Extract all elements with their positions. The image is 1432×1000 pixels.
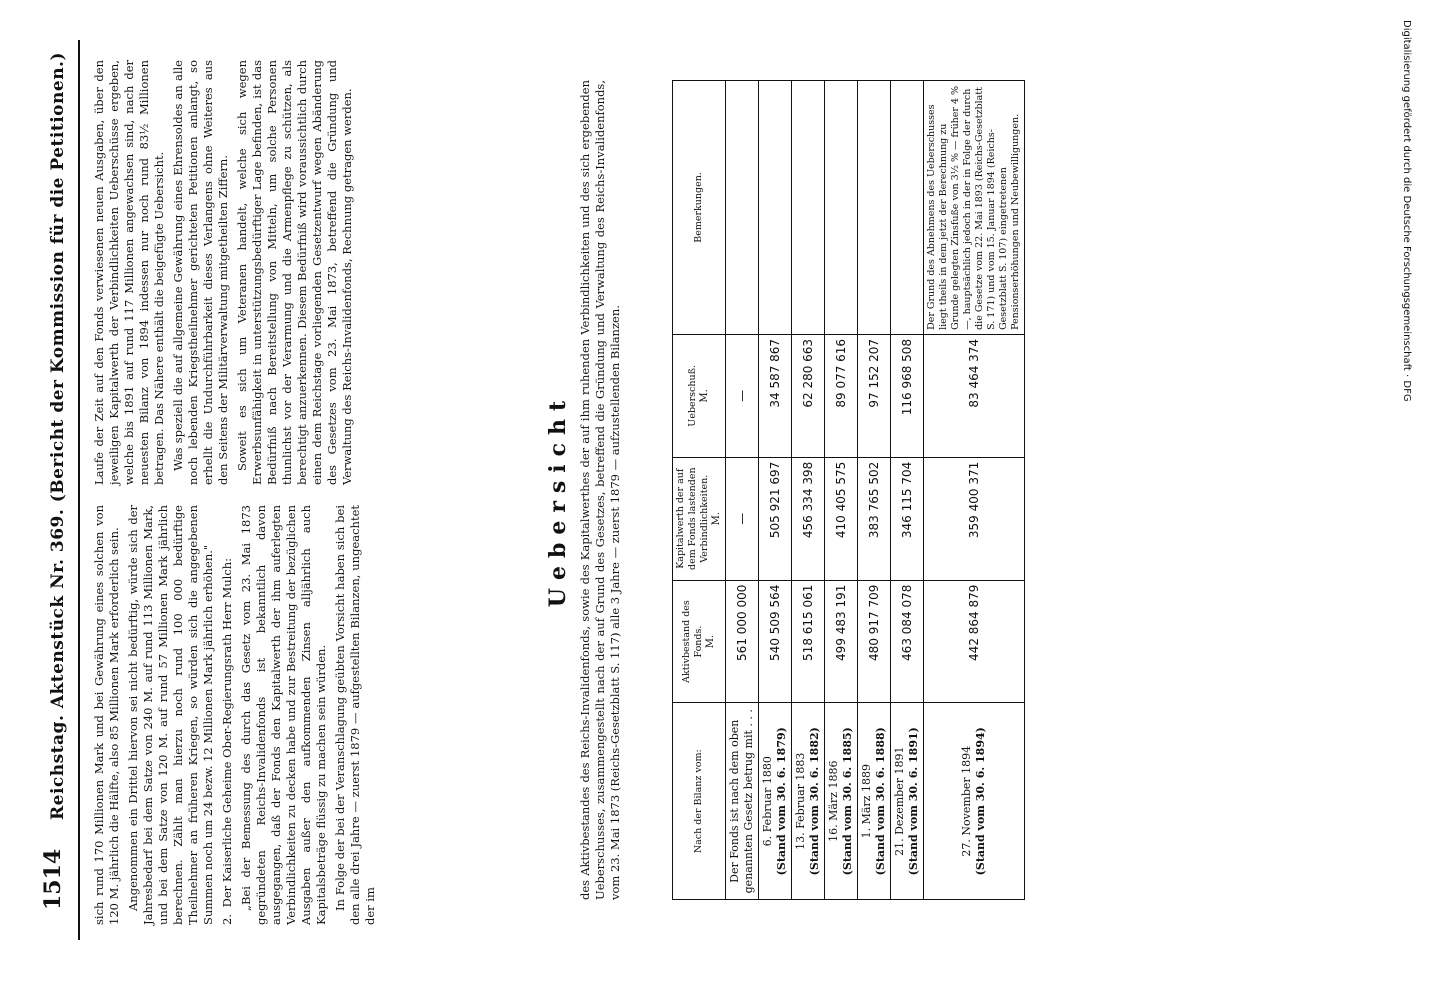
digitization-credit: Digitalisierung gefördert durch die Deutsche Forschungsgemeinschaft · DFG (1401, 20, 1412, 402)
cell-date: 13. Februar 1883 (Stand vom 30. 6. 1882) (792, 703, 825, 900)
paragraph: In Folge der bei der Veranschlagung geübten Vorsicht haben sich bei den alle drei Jahre — zuerst 1879 — aufgestellten Bilanzen, ungeachtet der im (333, 505, 377, 925)
cell-surplus: — (726, 334, 759, 457)
overview-heading: Uebersicht (545, 392, 571, 608)
cell-capital: 456 334 398 (792, 457, 825, 580)
unit-label: M. (711, 511, 722, 526)
table-row (726, 81, 759, 900)
cell-surplus: 62 280 663 (792, 334, 825, 457)
unit-label: M. (705, 634, 716, 649)
cell-date: 16. März 1886 (Stand vom 30. 6. 1885) (825, 703, 858, 900)
header-capital: Kapitalwerth der auf dem Fonds lastenden Verbindlichkeiten. M. (673, 457, 726, 580)
cell-surplus: 89 077 616 (825, 334, 858, 457)
list-item (220, 505, 235, 925)
cell-capital: 383 765 502 (858, 457, 891, 580)
paragraph: Angenommen ein Drittel hiervon sei nicht bedürftig, würde sich der Jahresbedarf bei dem Satze von 240 M. auf rund 113 Millionen Mark, und bei dem Satze von 120 M. auf rund 57 Millionen Mark jährlich berechnen. Zählt man hierzu noch rund 100 000 bedürftige Theilnehmer an früheren Kriegen, so würden sich die angegebenen Summen noch um 24 bezw. 12 Millionen Mark jährlich erhöhen." (126, 505, 215, 925)
cell-date: 27. November 1894 (Stand vom 30. 6. 1894) (924, 703, 1025, 900)
cell-remarks (858, 81, 891, 335)
unit-label: M. (699, 389, 710, 403)
header-date: Nach der Bilanz vom: (673, 703, 726, 900)
cell-capital: 346 115 704 (891, 457, 924, 580)
header-divider (78, 40, 80, 940)
cell-stock: 442 864 879 (924, 580, 1025, 703)
cell-surplus: 97 152 207 (858, 334, 891, 457)
list-item-number: 2. (220, 914, 234, 925)
cell-stock: 540 509 564 (759, 580, 792, 703)
paragraph: Laufe der Zeit auf den Fonds verwiesenen neuen Ausgaben, über den jeweiligen Kapitalwerth der Verbindlichkeiten Ueberschüsse ergeben, welche bis 1891 auf rund 117 Millionen angewachsen sind, nach der neuesten Bilanz von 1894 indessen nur noch rund 83½ Millionen betragen. Das Nähere enthält die beigefügte Uebersicht. (92, 60, 166, 485)
cell-capital: 410 405 575 (825, 457, 858, 580)
cell-capital: — (726, 457, 759, 580)
cell-stock: 561 000 000 (726, 580, 759, 703)
cell-remarks: Der Grund des Abnehmens des Ueberschusses liegt theils in dem jetzt der Berechnung zu Grunde gelegten Zinsfuße von 3½ % — früher 4 % —, hauptsächlich jedoch in der in Folge der durch die Gesetze vom 22. Mai 1893 (Reichs-Gesetzblatt S. 171) und vom 15. Januar 1894 (Reichs-Gesetzblatt S. 107) eingetretenen Pensionserhöhungen und Neubewilligungen. (924, 81, 1025, 335)
cell-stock: 499 483 191 (825, 580, 858, 703)
cell-remarks (792, 81, 825, 335)
cell-remarks (891, 81, 924, 335)
cell-capital: 359 400 371 (924, 457, 1025, 580)
cell-surplus: 34 587 867 (759, 334, 792, 457)
row-label: Der Fonds ist nach dem oben genannten Gesetz betrug mit . . . (726, 703, 759, 900)
cell-date: 1. März 1889 (Stand vom 30. 6. 1888) (858, 703, 891, 900)
paragraph: sich rund 170 Millionen Mark und bei Gewährung eines solchen von 120 M. jährlich die Hälfte, also 85 Millionen Mark erforderlich sein. (92, 505, 121, 925)
table-row (759, 81, 792, 900)
overview-intro: des Aktivbestandes des Reichs-Invalidenfonds, sowie des Kapitalwerthes der auf ihm ruhenden Verbindlichkeiten und des sich ergebenden Ueberschusses, zusammengestellt nach der auf Grund des Gesetzes, betreffend die Gründung und Verwaltung des Reichs-Invalidenfonds, vom 23. Mai 1873 (Reichs-Gesetzblatt S. 117) alle 3 Jahre — zuerst 1879 — aufzustellenden Bilanzen. (578, 80, 622, 900)
page-number: 1514 (40, 848, 66, 910)
fund-balance-table (672, 80, 1025, 900)
page-header-title: Reichstag. Aktenstück Nr. 369. (Bericht der Kommission für die Petitionen.) (48, 51, 68, 820)
cell-remarks (825, 81, 858, 335)
header-remarks: Bemerkungen. (673, 81, 726, 335)
cell-surplus: 116 968 508 (891, 334, 924, 457)
cell-remarks (759, 81, 792, 335)
cell-remarks (726, 81, 759, 335)
table-row (924, 81, 1025, 900)
table-row (891, 81, 924, 900)
table-row (792, 81, 825, 900)
cell-surplus: 83 464 374 (924, 334, 1025, 457)
table-row (858, 81, 891, 900)
paragraph: „Bei der Bemessung des durch das Gesetz vom 23. Mai 1873 gegründeten Reichs-Invalidenfonds ist bekanntlich davon ausgegangen, daß der Fonds den Kapitalwerth der ihm auferlegten Verbindlichkeiten zu decken habe und zur Bestreitung der bezüglichen Ausgaben außer den aufkommenden Zinsen alljährlich auch Kapitalsbeträge flüssig zu machen sein würden. (239, 505, 328, 925)
table-header-row (673, 81, 726, 900)
paragraph: Soweit es sich um Veteranen handelt, welche sich wegen Erwerbsunfähigkeit in unterstützungsbedürftiger Lage befinden, ist das Bedürfniß nach Bereitstellung von Mitteln, um solche Personen thunlichst vor der Verarmung und die Armenpflege zu schützen, als berechtigt anzuerkennen. Diesem Bedürfniß wird voraussichtlich durch einen dem Reichstage vorliegenden Gesetzentwurf wegen Abänderung des Gesetzes vom 23. Mai 1873, betreffend die Gründung und Verwaltung des Reichs-Invalidenfonds, Rechnung getragen werden. (235, 60, 354, 485)
cell-date: 21. Dezember 1891 (Stand vom 30. 6. 1891) (891, 703, 924, 900)
cell-date: 6. Februar 1880 (Stand vom 30. 6. 1879) (759, 703, 792, 900)
header-surplus: Ueberschuß. M. (673, 334, 726, 457)
right-text-column (92, 60, 359, 485)
cell-stock: 463 084 078 (891, 580, 924, 703)
paragraph: Was speziell die auf allgemeine Gewährung eines Ehrensoldes an alle noch lebenden Kriegstheilnehmer gerichteten Petitionen anlangt, so erhellt die Undurchführbarkeit dieses Verlangens ohne Weiteres aus den Seitens der Militärverwaltung mitgetheilten Ziffern. (171, 60, 230, 485)
cell-stock: 480 917 709 (858, 580, 891, 703)
table-row (825, 81, 858, 900)
header-stock: Aktivbestand des Fonds. M. (673, 580, 726, 703)
cell-stock: 518 615 061 (792, 580, 825, 703)
list-item-text: Der Kaiserliche Geheime Ober-Regierungsrath Herr Mulch: (220, 557, 234, 908)
left-text-column (92, 505, 382, 925)
cell-capital: 505 921 697 (759, 457, 792, 580)
